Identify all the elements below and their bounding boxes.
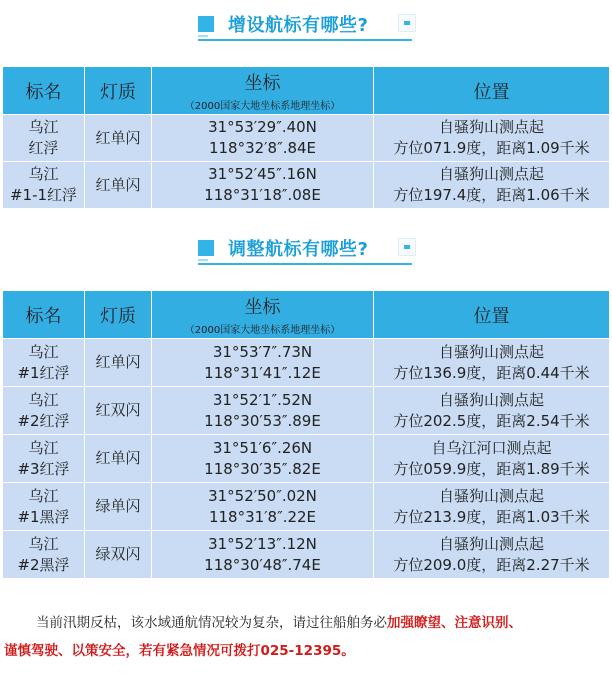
title-accent-dash (198, 259, 208, 261)
section-title-1 (0, 4, 612, 46)
table-row (3, 387, 610, 435)
cell-coord: 31°52′13″.12N 118°30′48″.74E (152, 531, 374, 579)
cell-position: 自骚狗山测点起 方位213.9度，距离1.03千米 (374, 483, 610, 531)
cell-name: 乌江 #1红浮 (3, 339, 85, 387)
cell-name: 乌江 红浮 (3, 115, 85, 162)
table-row (3, 531, 610, 579)
cell-light: 红单闪 (85, 339, 152, 387)
section-title-2 (0, 228, 612, 270)
cell-light: 绿单闪 (85, 483, 152, 531)
header-coord-sub: （2000国家大地坐标系地理坐标） (184, 101, 341, 112)
cell-light: 红单闪 (85, 162, 152, 209)
decorative-box-icon (398, 238, 416, 256)
cell-position: 自骚狗山测点起 方位209.0度，距离2.27千米 (374, 531, 610, 579)
cell-light: 红双闪 (85, 387, 152, 435)
header-light: 灯质 (85, 67, 152, 115)
cell-name: 乌江 #2红浮 (3, 387, 85, 435)
header-coord-sub: （2000国家大地坐标系地理坐标） (184, 325, 341, 336)
title-underline (198, 39, 412, 41)
table-row (3, 483, 610, 531)
notice-line-2 (0, 637, 612, 665)
decorative-box-icon (398, 14, 416, 32)
cell-coord: 31°53′7″.73N 118°31′41″.12E (152, 339, 374, 387)
title-square-icon (198, 16, 214, 32)
cell-name: 乌江 #3红浮 (3, 435, 85, 483)
cell-coord: 31°52′45″.16N 118°31′18″.08E (152, 162, 374, 209)
header-position: 位置 (374, 67, 610, 115)
cell-position: 自骚狗山测点起 方位071.9度，距离1.09千米 (374, 115, 610, 162)
header-coord (152, 67, 374, 115)
title-underline (198, 263, 412, 265)
cell-coord: 31°53′29″.40N 118°32′8″.84E (152, 115, 374, 162)
cell-coord: 31°51′6″.26N 118°30′35″.82E (152, 435, 374, 483)
header-coord (152, 291, 374, 339)
header-coord-label: 坐标 (244, 73, 281, 94)
notice-alert-text: 谨慎驾驶、以策安全，若有紧急情况可拨打025-12395。 (4, 643, 355, 659)
header-position: 位置 (374, 291, 610, 339)
title-accent-dash (198, 35, 208, 37)
cell-coord: 31°52′1″.52N 118°30′53″.89E (152, 387, 374, 435)
section-title-text: 增设航标有哪些? (228, 15, 369, 36)
cell-position: 自骚狗山测点起 方位136.9度，距离0.44千米 (374, 339, 610, 387)
cell-light: 红单闪 (85, 115, 152, 162)
table-row (3, 162, 610, 209)
cell-light: 绿双闪 (85, 531, 152, 579)
header-light: 灯质 (85, 291, 152, 339)
table-row (3, 435, 610, 483)
cell-name: 乌江 #2黑浮 (3, 531, 85, 579)
cell-position: 自骚狗山测点起 方位202.5度，距离2.54千米 (374, 387, 610, 435)
cell-light: 红单闪 (85, 435, 152, 483)
header-coord-label: 坐标 (244, 297, 281, 318)
added-buoys-table (2, 66, 610, 209)
notice-alert-text: 加强瞭望、注意识别、 (387, 615, 522, 631)
section-title-text: 调整航标有哪些? (228, 239, 369, 260)
header-name: 标名 (3, 67, 85, 115)
cell-position: 自乌江河口测点起 方位059.9度，距离1.89千米 (374, 435, 610, 483)
table-row (3, 339, 610, 387)
notice-text: 当前汛期反枯，该水域通航情况较为复杂，请过往船舶务必 (36, 615, 387, 631)
notice-line-1 (0, 609, 612, 637)
title-square-icon (198, 240, 214, 256)
cell-position: 自骚狗山测点起 方位197.4度，距离1.06千米 (374, 162, 610, 209)
cell-coord: 31°52′50″.02N 118°31′8″.22E (152, 483, 374, 531)
cell-name: 乌江 #1-1红浮 (3, 162, 85, 209)
cell-name: 乌江 #1黑浮 (3, 483, 85, 531)
adjusted-buoys-table (2, 290, 610, 579)
safety-notice (0, 609, 612, 665)
header-name: 标名 (3, 291, 85, 339)
table-row (3, 115, 610, 162)
